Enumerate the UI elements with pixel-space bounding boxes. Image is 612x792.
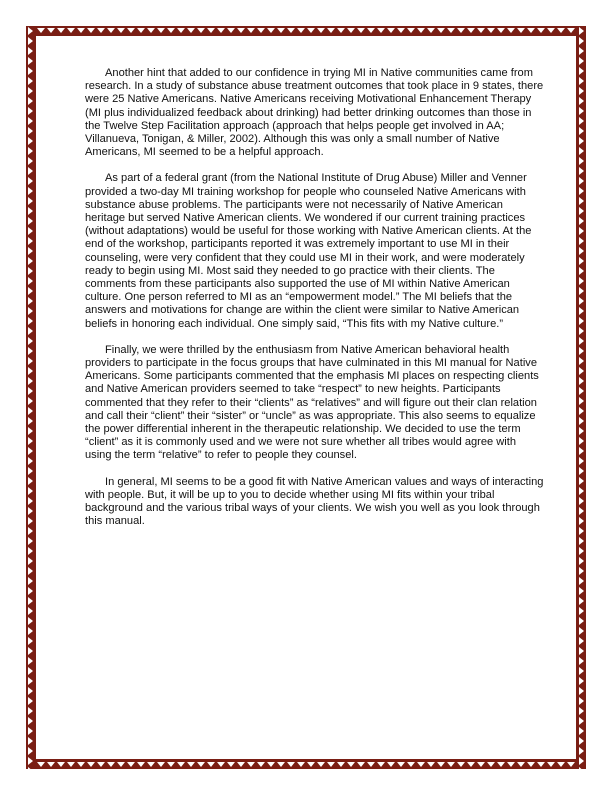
decorative-border-bottom (26, 760, 586, 769)
document-body (85, 67, 545, 542)
paragraph-research-hint: Another hint that added to our confidence in trying MI in Native communities came from research. In a study of substance abuse treatment outcomes that took place in 9 states, there were 25 Native Americans. Native Americans receiving Motivational Enhancement Therapy (MI plus individualized feedback about drinking) had better drinking outcomes than those in the Twelve Step Facilitation approach (approach that helps people get involved in AA; Villanueva, Tonigan, & Miller, 2002). Although this was only a small number of Native Americans, MI seemed to be a helpful approach. (85, 67, 544, 159)
decorative-border-left (26, 26, 35, 769)
paragraph-conclusion: In general, MI seems to be a good fit with Native American values and ways of interacting with people. But, it will be up to you to decide whether using MI fits within your tribal background and the various tribal ways of your clients. We wish you well as you look through this manual. (85, 475, 544, 528)
paragraph-focus-groups: Finally, we were thrilled by the enthusiasm from Native American behavioral health providers to participate in the focus groups that have culminated in this MI manual for Native Americans. Some participants commented that the emphasis MI places on respecting clients and Native American providers seemed to take “respect” to new heights. Participants commented that they refer to their “clients” as “relatives” and will figure out their clan relation and call their “client” their “sister” or “uncle” as was appropriate. This also seems to equalize the power differential inherent in the therapeutic relationship. We decided to use the term “client” as it is commonly used and we were not sure whether all tribes would agree with using the term “relative” to refer to people they counsel. (85, 343, 539, 462)
decorative-border-top (26, 26, 586, 35)
paragraph-training-workshop: As part of a federal grant (from the National Institute of Drug Abuse) Miller and Venner provided a two-day MI training workshop for people who counseled Native Americans with substance abuse problems. The participants were not necessarily of Native American heritage but served Native American clients. We wondered if our current training practices (without adaptations) would be useful for those working with Native American clients. At the end of the workshop, participants reported it was extremely important to use MI in their counseling, were very confident that they could use MI in their work, and were moderately ready to begin using MI. Most said they needed to go practice with their clients. The comments from these participants also supported the use of MI within Native American culture. One person referred to MI as an “empowerment model.” The MI beliefs that the answers and motivations for change are within the client were similar to Native American beliefs in honoring each individual. One simply said, “This fits with my Native culture.” (85, 172, 532, 330)
decorative-border-right (577, 26, 586, 769)
